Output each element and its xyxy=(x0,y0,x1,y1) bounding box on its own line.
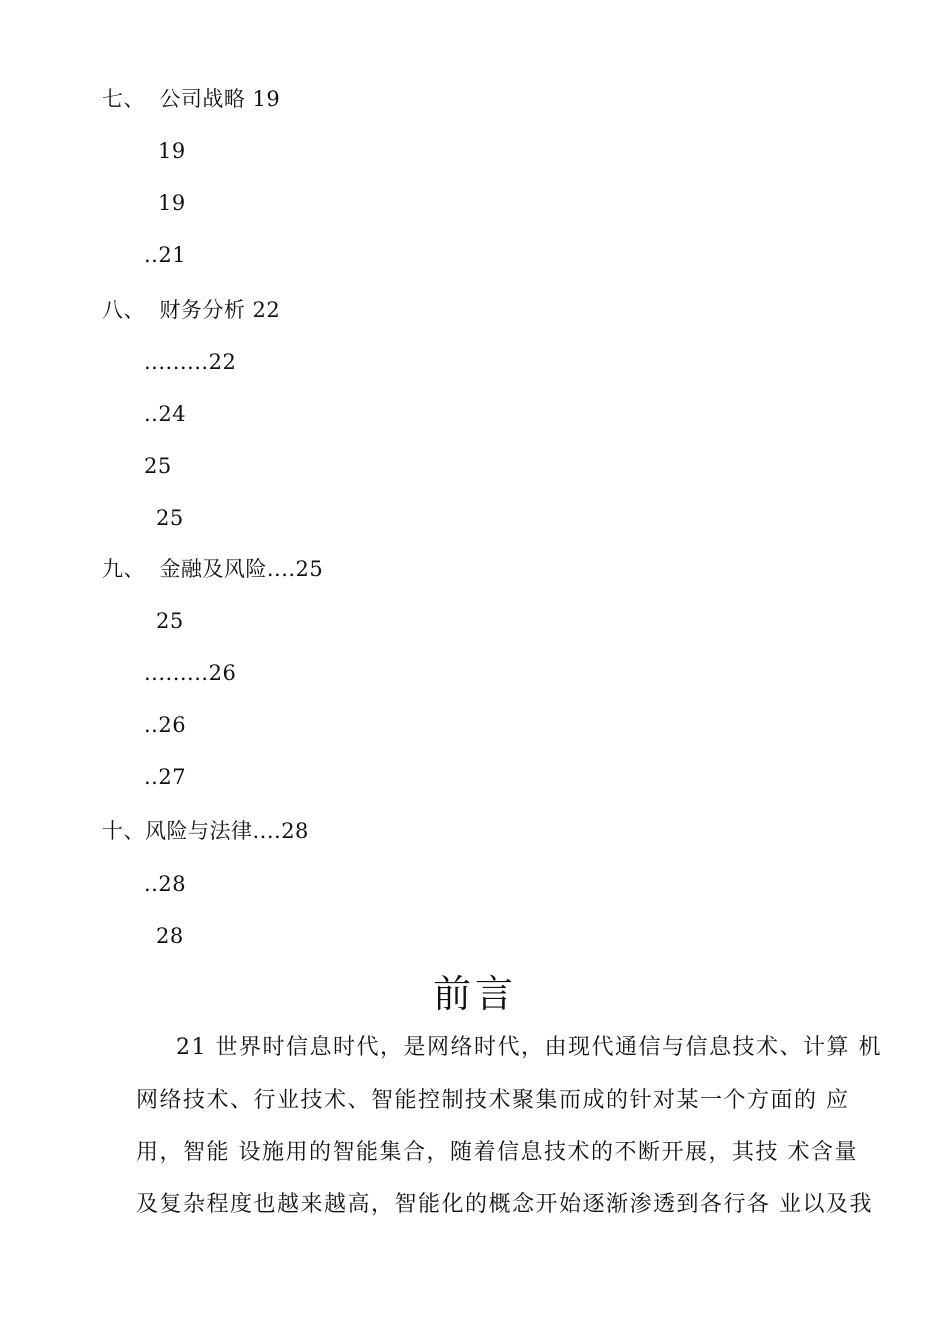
toc-entry: ..28 xyxy=(144,872,187,896)
preface-line: 用，智能 设施用的智能集合，随着信息技术的不断开展，其技 术含量 xyxy=(136,1140,858,1165)
toc-chapter-8: 八、 财务分析 22 xyxy=(102,298,281,322)
toc-entry: ..27 xyxy=(144,765,187,789)
toc-chapter-10: 十、风险与法律....28 xyxy=(102,819,309,843)
preface-line: 21 世界时信息时代，是网络时代，由现代通信与信息技术、计算 机 xyxy=(176,1035,882,1060)
toc-entry: .........22 xyxy=(144,350,237,374)
toc-entry: 25 xyxy=(156,609,184,633)
toc-entry: 19 xyxy=(158,139,186,163)
toc-entry: .........26 xyxy=(144,661,237,685)
preface-line: 网络技术、行业技术、智能控制技术聚集而成的针对某一个方面的 应 xyxy=(136,1088,850,1113)
toc-entry: 19 xyxy=(158,191,186,215)
toc-chapter-7: 七、 公司战略 19 xyxy=(102,87,281,111)
toc-entry: 25 xyxy=(144,454,172,478)
preface-title: 前言 xyxy=(432,972,517,1016)
preface-line: 及复杂程度也越来越高，智能化的概念开始逐渐渗透到各行各 业以及我 xyxy=(136,1192,873,1217)
toc-entry: ..26 xyxy=(144,713,187,737)
toc-entry: 25 xyxy=(156,506,184,530)
toc-chapter-9: 九、 金融及风险....25 xyxy=(102,557,324,581)
toc-entry: ..21 xyxy=(144,243,187,267)
toc-entry: 28 xyxy=(156,924,184,948)
toc-entry: ..24 xyxy=(144,402,187,426)
